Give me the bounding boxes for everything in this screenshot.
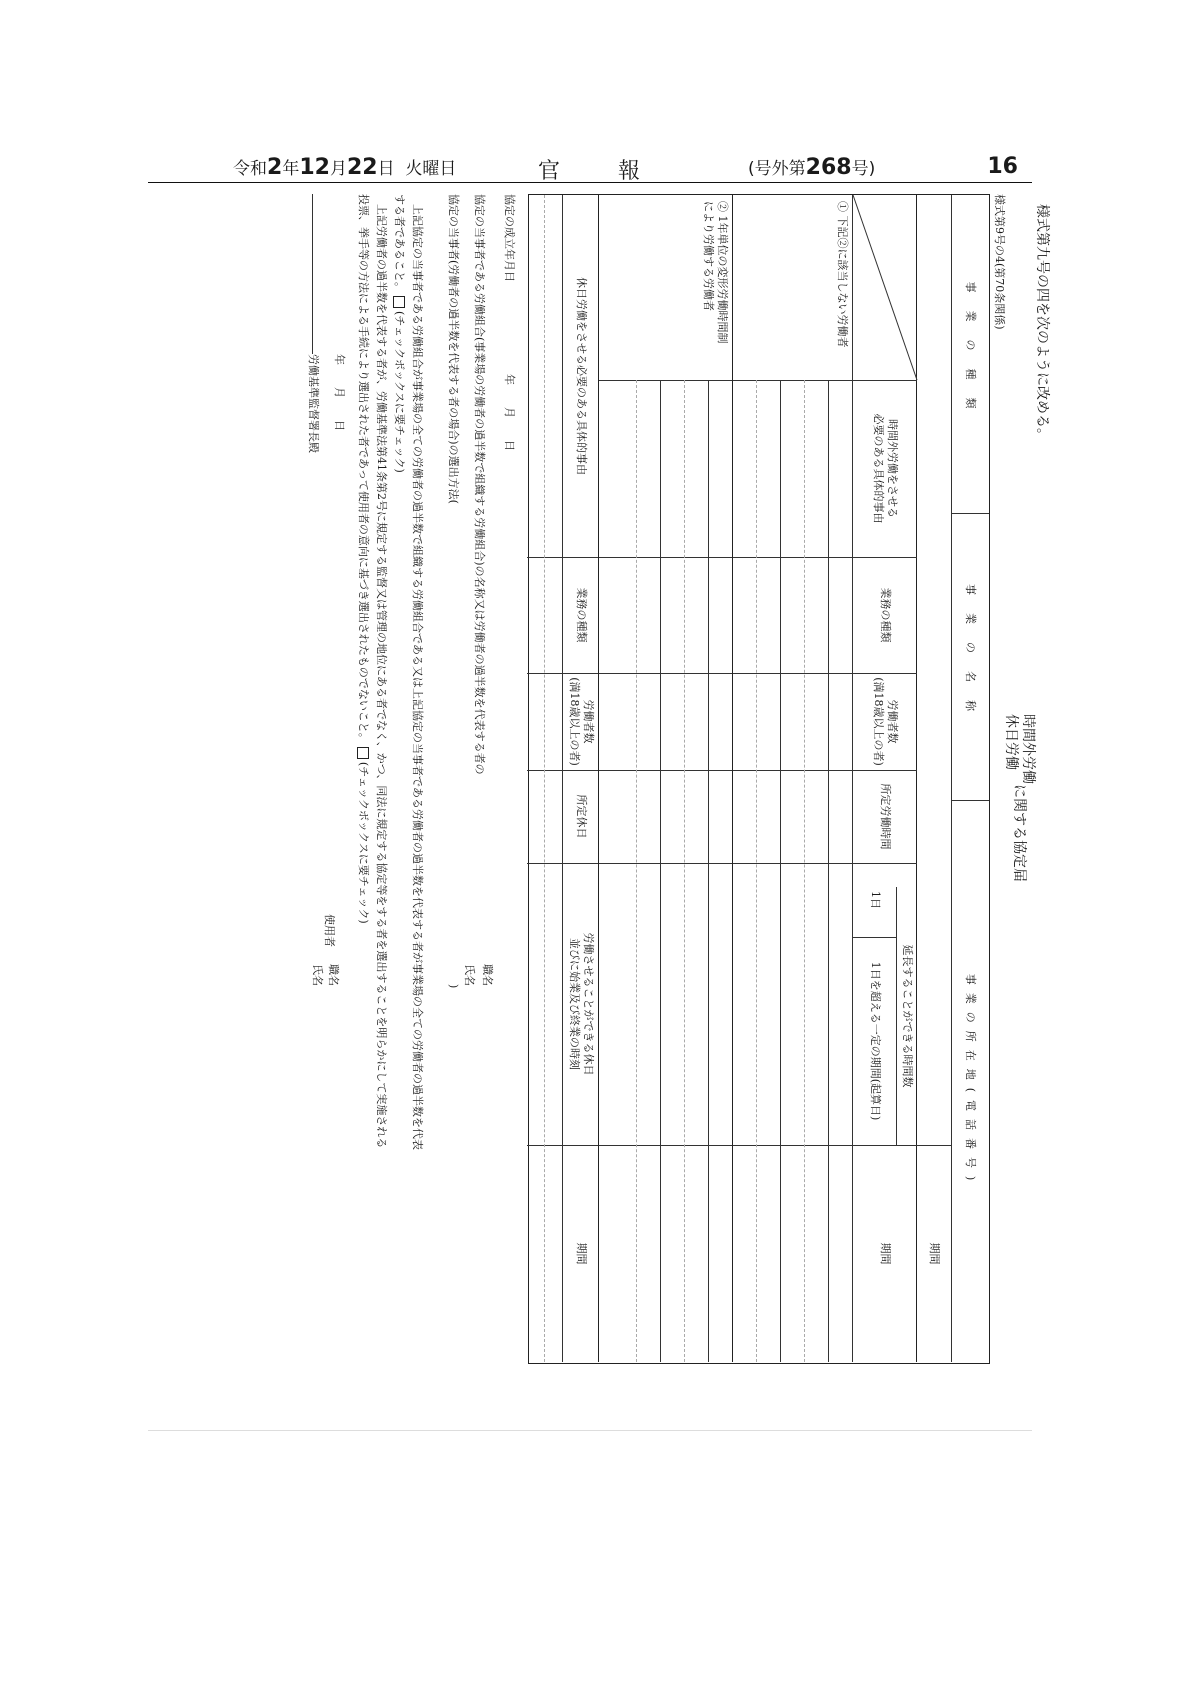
col-work-type: 業務の種類 [879,587,892,643]
holiday-reason-label: 休日労働をさせる必要のある具体的事由 [575,277,588,475]
col-hours: 所定労働時間 [879,783,892,850]
category-2-label: ② 1年単位の変形労働時間制 により労働する労働者 [702,201,729,344]
col-reason: 時間外労働をさせる 必要のある具体的事由 [872,413,899,524]
page-number: 16 [987,154,1018,179]
col-one-day: 1日 [869,891,882,909]
business-location-label: 事業の所在地(電話番号) [964,973,978,1189]
business-name-label: 事業の名称 [964,584,978,729]
category-1-label: ① 下記②に該当しない労働者 [836,201,849,348]
employer-label: 使用者 [323,914,336,947]
check1-text-a: 上記協定の当事者である労働組合が事業場の全ての労働者の過半数で組織する労働組合である又は上記協定の当事者である労働者の過半数を代表する者が事業場の全ての労働者の過半数を代表 [411,204,424,1150]
check2-line: 上記労働者の過半数を代表する者が、労働基準法第41条第2号に規定する監督又は管理の地位にある者でなく、かつ、同法に規定する協定等をする者を選出することを明らかにして実施される [375,204,388,1149]
form-number: 様式第9号の4(第70条関係) [993,194,1006,330]
check2-checkbox[interactable] [357,747,369,759]
check1-line: する者であること。(チェックボックスに要チェック) [393,194,406,473]
gazette-header [148,150,1032,183]
page-bottom-rule [148,1430,1032,1431]
holiday-days-label: 労働させることができる休日 並びに始業及び終業の時刻 [568,932,595,1076]
employer-name-label: 氏名 [311,964,324,986]
intro-text: 様式第九号の四を次のように改める。 [1034,204,1050,442]
gazette-page [148,150,1050,1430]
col-over-one-day: 1日を超える一定の期間(起算日) [869,961,882,1121]
office-signature-line [312,194,313,354]
check1-checkbox[interactable] [393,296,405,308]
method-close: ) [447,984,460,989]
rep-name-label: 氏名 [463,964,476,986]
method-line: 協定の当事者(労働者の過半数を代表する者の場合)の選出方法( [447,194,460,504]
check2-line-b: 投票、挙手等の方法による手続により選出された者であって使用者の意向に基づき選出されたものでないこと。(チェックボックスに要チェック) [357,194,370,924]
employer-title-label: 職名 [327,964,340,986]
holiday-work-type-label: 業務の種類 [575,587,588,643]
col-period: 期間 [879,1242,892,1265]
col-workers: 労働者数 (満18歳以上の者) [872,677,899,766]
rep-title-label: 職名 [481,964,494,986]
paper-name: 官報 [538,159,699,184]
agreement-date-ymd: 年 月 日 [503,374,516,451]
period-label: 期間 [928,1242,942,1265]
agreement-date-label: 協定の成立年月日 [503,194,516,282]
issue-number: (号外第268号) [748,155,876,180]
holiday-workers-label: 労働者数 (満18歳以上の者) [568,677,595,766]
form-title: 時間外労働 休日労働に関する協定届 [1003,714,1036,882]
col-extend: 延長することができる時間数 [901,944,914,1088]
header-diagonal [853,195,989,380]
rotated-form [188,194,1050,1364]
signature-date: 年 月 日 [333,354,346,431]
agreement-table [528,194,990,1364]
issue-date: 令和2年12月22日 火曜日 [233,155,457,180]
business-type-label: 事業の種類 [964,281,978,427]
holiday-fixed-label: 所定休日 [575,794,588,839]
holiday-period-label: 期間 [575,1242,588,1265]
labor-office-label: 労働基準監督署長殿 [307,354,320,453]
union-line: 協定の当事者である労働組合(事業場の労働者の過半数で組織する労働組合)の名称又は労働者の過半数を代表する者の [473,194,486,775]
